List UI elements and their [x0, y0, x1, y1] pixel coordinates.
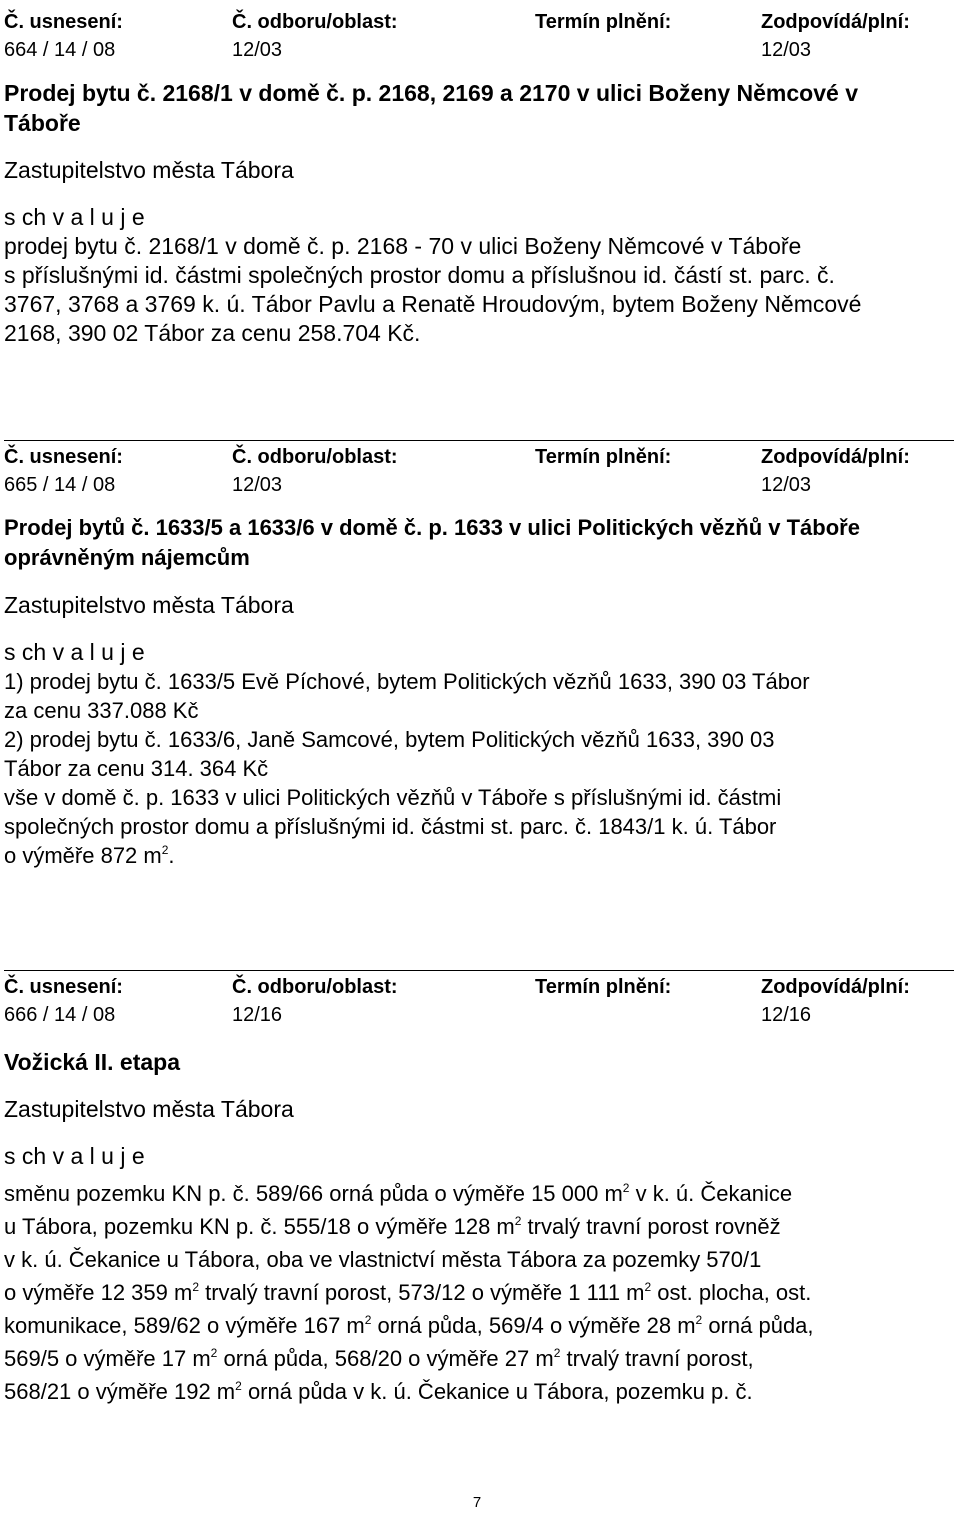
superscript: 2	[644, 1280, 652, 1294]
responsible-value: 12/03	[761, 39, 812, 61]
superscript: 2	[514, 1214, 522, 1228]
text-line	[4, 1210, 960, 1243]
resolution-text	[4, 232, 960, 348]
text-line: 2) prodej bytu č. 1633/6, Janě Samcové, bytem Politických vězňů 1633, 390 03	[4, 727, 775, 752]
resolution-title: Prodej bytu č. 2168/1 v domě č. p. 2168, 2169 a 2170 v ulici Boženy Němcové v Táboře	[4, 80, 858, 136]
text-part: v k. ú. Čekanice u Tábora, oba ve vlastnictví města Tábora za pozemky 570/1	[4, 1247, 762, 1272]
resolution-text	[4, 667, 960, 870]
resolution-section-665	[4, 440, 960, 870]
resolution-header-row	[4, 443, 960, 471]
area-tail: .	[168, 843, 175, 868]
resolution-number-label: Č. usnesení:	[4, 976, 123, 998]
area-text: o výměře 872 m	[4, 843, 162, 868]
responsible-label: Zodpovídá/plní:	[761, 11, 910, 33]
resolution-text	[4, 1177, 960, 1408]
text-part: ost. plocha, ost.	[651, 1280, 812, 1305]
responsible-label: Zodpovídá/plní:	[761, 446, 910, 468]
superscript: 2	[161, 843, 169, 857]
text-line	[4, 1309, 960, 1342]
text-line: 1) prodej bytu č. 1633/5 Evě Píchové, bytem Politických vězňů 1633, 390 03 Tábor	[4, 669, 810, 694]
text-part: v k. ú. Čekanice	[629, 1181, 793, 1206]
council-name: Zastupitelstvo města Tábora	[4, 592, 294, 618]
department-value: 12/16	[232, 1004, 283, 1026]
resolution-header-row	[4, 8, 960, 36]
department-value: 12/03	[232, 39, 283, 61]
resolution-number-label: Č. usnesení:	[4, 11, 123, 33]
text-line: 2168, 390 02 Tábor za cenu 258.704 Kč.	[4, 320, 421, 346]
resolution-values-row	[4, 1001, 960, 1029]
resolution-number: 665 / 14 / 08	[4, 474, 116, 496]
text-part: orná půda,	[702, 1313, 814, 1338]
text-line	[4, 1276, 960, 1309]
text-part: orná půda, 568/20 o výměře 27 m	[217, 1346, 554, 1371]
resolution-title: Prodej bytů č. 1633/5 a 1633/6 v domě č. p. 1633 v ulici Politických vězňů v Táboře oprávněným nájemcům	[4, 515, 860, 570]
text-line: společných prostor domu a příslušnými id. částmi st. parc. č. 1843/1 k. ú. Tábor	[4, 814, 777, 839]
responsible-value: 12/03	[761, 474, 812, 496]
section-divider	[4, 970, 954, 971]
text-part: směnu pozemku KN p. č. 589/66 orná půda o výměře 15 000 m	[4, 1181, 623, 1206]
text-line: prodej bytu č. 2168/1 v domě č. p. 2168 - 70 v ulici Boženy Němcové v Táboře	[4, 233, 802, 259]
text-part: 568/21 o výměře 192 m	[4, 1379, 236, 1404]
department-value: 12/03	[232, 474, 283, 496]
resolution-number: 666 / 14 / 08	[4, 1004, 116, 1026]
superscript: 2	[695, 1313, 703, 1327]
resolution-values-row	[4, 471, 960, 499]
text-line	[4, 1177, 960, 1210]
text-line: za cenu 337.088 Kč	[4, 698, 199, 723]
text-line	[4, 1375, 960, 1408]
approval-verb: s ch v a l u j e	[4, 1143, 145, 1169]
council-name: Zastupitelstvo města Tábora	[4, 157, 294, 183]
superscript: 2	[364, 1313, 372, 1327]
council-name: Zastupitelstvo města Tábora	[4, 1096, 294, 1122]
resolution-values-row	[4, 36, 960, 64]
text-line: 3767, 3768 a 3769 k. ú. Tábor Pavlu a Renatě Hroudovým, bytem Boženy Němcové	[4, 291, 862, 317]
text-part: o výměře 12 359 m	[4, 1280, 193, 1305]
resolution-header-row	[4, 973, 960, 1001]
approval-verb: s ch v a l u j e	[4, 204, 145, 230]
text-part: komunikace, 589/62 o výměře 167 m	[4, 1313, 365, 1338]
approval-verb: s ch v a l u j e	[4, 639, 145, 665]
text-part: orná půda, 569/4 o výměře 28 m	[371, 1313, 696, 1338]
department-label: Č. odboru/oblast:	[232, 11, 398, 33]
deadline-label: Termín plnění:	[535, 446, 672, 468]
department-label: Č. odboru/oblast:	[232, 446, 398, 468]
page-number: 7	[472, 1494, 482, 1511]
text-line: Tábor za cenu 314. 364 Kč	[4, 756, 269, 781]
resolution-section-664	[4, 8, 960, 348]
superscript: 2	[210, 1346, 218, 1360]
superscript: 2	[622, 1181, 630, 1195]
resolution-number-label: Č. usnesení:	[4, 446, 123, 468]
text-line: s příslušnými id. částmi společných prostor domu a příslušnou id. částí st. parc. č.	[4, 262, 835, 288]
responsible-label: Zodpovídá/plní:	[761, 976, 910, 998]
text-line	[4, 1243, 960, 1276]
deadline-label: Termín plnění:	[535, 976, 672, 998]
deadline-label: Termín plnění:	[535, 11, 672, 33]
resolution-section-666	[4, 970, 960, 1408]
text-part: trvalý travní porost rovněž	[521, 1214, 781, 1239]
resolution-title: Vožická II. etapa	[4, 1049, 180, 1075]
text-part: trvalý travní porost,	[560, 1346, 754, 1371]
text-part: u Tábora, pozemku KN p. č. 555/18 o výměře 128 m	[4, 1214, 515, 1239]
text-part: orná půda v k. ú. Čekanice u Tábora, pozemku p. č.	[241, 1379, 753, 1404]
superscript: 2	[235, 1379, 242, 1393]
text-line	[4, 841, 960, 870]
superscript: 2	[553, 1346, 561, 1360]
resolution-number: 664 / 14 / 08	[4, 39, 116, 61]
text-line: vše v domě č. p. 1633 v ulici Politických vězňů v Táboře s příslušnými id. částmi	[4, 785, 782, 810]
superscript: 2	[192, 1280, 199, 1294]
text-part: trvalý travní porost, 573/12 o výměře 1 111 m	[199, 1280, 645, 1305]
responsible-value: 12/16	[761, 1004, 812, 1026]
department-label: Č. odboru/oblast:	[232, 976, 398, 998]
section-divider	[4, 440, 954, 441]
text-line	[4, 1342, 960, 1375]
text-part: 569/5 o výměře 17 m	[4, 1346, 211, 1371]
